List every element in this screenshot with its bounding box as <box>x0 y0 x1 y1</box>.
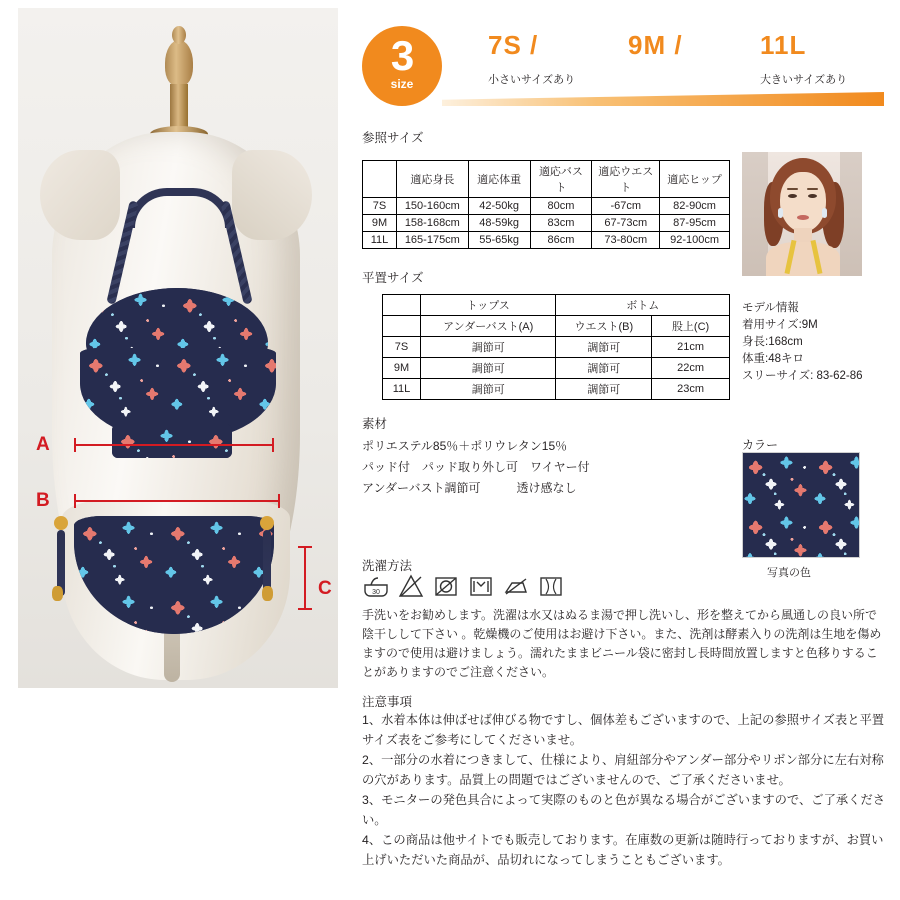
bikini-bottom <box>74 516 274 634</box>
table-header-row <box>363 161 730 198</box>
cell: 165-175cm <box>396 232 468 249</box>
model-info-line-2: 身長:168cm <box>742 336 803 348</box>
no-iron-icon <box>502 572 530 600</box>
model-brow-left <box>787 188 798 190</box>
cell: 9M <box>363 215 397 232</box>
cell: 42-50kg <box>468 198 530 215</box>
cell: 9M <box>383 358 421 379</box>
notes-title: 注意事項 <box>362 695 413 709</box>
col-head-blank2 <box>383 316 421 337</box>
no-tumble-dry-icon <box>432 572 460 600</box>
table-header-row <box>383 316 730 337</box>
col-head-waist-b: ウエスト(B) <box>556 316 652 337</box>
notes-block <box>362 710 890 870</box>
measure-label-c: C <box>318 578 332 599</box>
col-head-blank <box>383 295 421 316</box>
col-head-hip: 適応ヒップ <box>660 161 730 198</box>
cell: 80cm <box>530 198 592 215</box>
stand-neck-post <box>170 84 188 132</box>
earring-left-icon <box>778 208 783 218</box>
model-face <box>780 172 826 232</box>
cell: 83cm <box>530 215 592 232</box>
col-head-blank <box>363 161 397 198</box>
model-eye-right <box>808 194 817 198</box>
cell: 87-95cm <box>660 215 730 232</box>
tie-bead-left <box>52 586 63 601</box>
cell: 55-65kg <box>468 232 530 249</box>
measure-line-b <box>74 500 280 502</box>
measure-label-b: B <box>36 490 50 511</box>
reference-size-table <box>362 160 730 249</box>
model-brow-right <box>807 188 818 190</box>
cell: 73-80cm <box>592 232 660 249</box>
mannequin-shoulder-right <box>232 150 312 240</box>
cell: 11L <box>363 232 397 249</box>
floral-pattern <box>112 424 232 458</box>
note-item: 4、この商品は他サイトでも販売しております。在庫数の更新は随時行っておりますが、お買い上げいただいた商品が、品切れになってしまうこともございます。 <box>362 833 884 867</box>
hand-wash-30-icon <box>362 572 390 600</box>
table-row <box>383 358 730 379</box>
cell: 7S <box>363 198 397 215</box>
model-lips <box>797 215 809 220</box>
table-row <box>383 379 730 400</box>
model-info-title: モデル情報 <box>742 302 799 314</box>
stand-finial <box>165 40 193 86</box>
cell: 67-73cm <box>592 215 660 232</box>
wash-title: 洗濯方法 <box>362 559 413 573</box>
model-shoulders <box>766 242 840 276</box>
cell: 48-59kg <box>468 215 530 232</box>
material-line-1: ポリエステル85％＋ポリウレタン15％ <box>362 439 568 453</box>
table-row <box>363 232 730 249</box>
material-title: 素材 <box>362 417 388 431</box>
wash-icon-row <box>362 572 592 606</box>
cell: 調節可 <box>556 337 652 358</box>
table-row <box>383 337 730 358</box>
color-title: カラー <box>742 438 779 452</box>
cell: 82-90cm <box>660 198 730 215</box>
material-block <box>362 436 590 499</box>
model-eye-left <box>788 194 797 198</box>
tie-bead-right <box>262 586 273 601</box>
size-count-badge <box>362 26 442 106</box>
size-option-7s <box>488 30 575 87</box>
cell: 調節可 <box>420 337 556 358</box>
note-item: 3、モニターの発色具合によって実際のものと色が異なる場合がございますので、ご了承ください。 <box>362 793 886 827</box>
cell: 92-100cm <box>660 232 730 249</box>
mannequin-illustration <box>0 0 352 700</box>
cell: 22cm <box>652 358 730 379</box>
measure-line-a <box>74 444 274 446</box>
floral-pattern <box>74 516 274 634</box>
cell: 調節可 <box>420 379 556 400</box>
col-head-weight: 適応体重 <box>468 161 530 198</box>
size-option-11l-note: 大きいサイズあり <box>760 74 848 86</box>
cell: -67cm <box>592 198 660 215</box>
earring-right-icon <box>822 208 827 218</box>
table-row <box>363 198 730 215</box>
color-swatch[interactable] <box>742 452 860 558</box>
floral-pattern <box>743 453 859 557</box>
measure-label-a: A <box>36 434 50 455</box>
size-option-11l-label: 11L <box>760 30 807 60</box>
cell: 23cm <box>652 379 730 400</box>
mannequin-shoulder-left <box>40 150 120 240</box>
cell: 158-168cm <box>396 215 468 232</box>
cell: 21cm <box>652 337 730 358</box>
flat-size-table <box>382 294 730 400</box>
cell: 11L <box>383 379 421 400</box>
cell: 7S <box>383 337 421 358</box>
note-item: 1、水着本体は伸ばせば伸びる物ですし、個体差もございますので、上記の参照サイズ表と平置サイズ表をご参考にしてくださいませ。 <box>362 713 885 747</box>
model-info-line-4: スリーサイズ: 83-62-86 <box>742 370 863 382</box>
bikini-underband <box>112 424 232 458</box>
col-head-bottoms: ボトム <box>556 295 730 316</box>
flat-size-title: 平置サイズ <box>362 271 424 285</box>
model-info-line-3: 体重:48キロ <box>742 353 804 365</box>
size-option-7s-label: 7S / <box>488 30 539 60</box>
size-option-9m-label: 9M / <box>628 30 683 60</box>
no-bleach-icon <box>397 572 425 600</box>
model-info-line-1: 着用サイズ:9M <box>742 319 818 331</box>
drip-dry-shade-icon <box>467 572 495 600</box>
note-item: 2、一部分の水着につきまして、仕様により、肩紐部分やアンダー部分やリボン部分に左右対称の穴があります。品質上の問題ではございませんので、ご了承くださいませ。 <box>362 753 884 787</box>
table-row <box>363 215 730 232</box>
reference-size-title: 参照サイズ <box>362 131 424 145</box>
col-head-underbust: アンダーバスト(A) <box>420 316 556 337</box>
size-count-number: 3 <box>390 32 414 79</box>
col-head-tops: トップス <box>420 295 556 316</box>
no-dry-clean-icon <box>537 572 565 600</box>
cell: 調節可 <box>420 358 556 379</box>
size-option-9m <box>628 30 683 71</box>
wash-instructions: 手洗いをお勧めします。洗濯は水又はぬるま湯で押し洗いし、形を整えてから風通しの良い所で陰干しして下さい 。乾燥機のご使用はお避け下さい。また、洗剤は酵素入りの洗剤は生地を傷めますので使用は避けましょう。濡れたままビニール袋に密封し長時間放置しますと色移りすることがありますのでご注意ください。 <box>362 608 882 679</box>
material-line-2: パッド付 パッド取り外し可 ワイヤー付 <box>362 460 590 474</box>
size-count-caption: size <box>390 77 414 91</box>
col-head-bust: 適応バスト <box>530 161 592 198</box>
model-info <box>742 300 863 385</box>
color-swatch-caption: 写真の色 <box>767 567 811 579</box>
model-photo <box>742 152 862 276</box>
cell: 150-160cm <box>396 198 468 215</box>
size-option-11l <box>760 30 847 87</box>
svg-text:30: 30 <box>372 589 380 596</box>
cell: 調節可 <box>556 379 652 400</box>
col-head-rise-c: 股上(C) <box>652 316 730 337</box>
col-head-height: 適応身長 <box>396 161 468 198</box>
measure-line-c <box>304 546 306 610</box>
spec-panel <box>352 0 900 900</box>
cell: 調節可 <box>556 358 652 379</box>
table-header-row <box>383 295 730 316</box>
cell: 86cm <box>530 232 592 249</box>
col-head-waist: 適応ウエスト <box>592 161 660 198</box>
material-line-3: アンダーバスト調節可 透け感なし <box>362 481 577 495</box>
size-option-7s-note: 小さいサイズあり <box>488 74 576 86</box>
product-photo-panel <box>0 0 352 900</box>
